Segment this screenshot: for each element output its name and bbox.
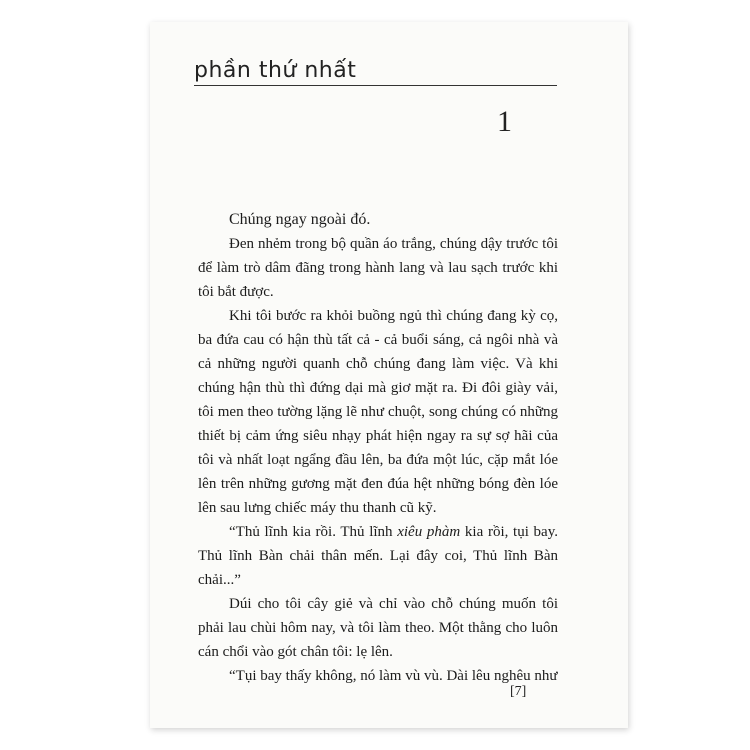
chapter-number: 1 — [497, 105, 512, 138]
quote-text: kia rồi, tụi bay. Thủ lĩnh Bàn chải thân mến. Lại đây coi, Thủ lĩnh Bàn chải...” — [198, 524, 558, 588]
paragraph: Đen nhẻm trong bộ quần áo trắng, chúng dậy trước tôi để làm trò dâm đãng trong hành lang và lau sạch trước khi tôi bắt được. — [198, 236, 558, 300]
paragraph: Chúng ngay ngoài đó. — [229, 211, 371, 228]
quote-paragraph — [198, 520, 558, 592]
paragraph: Khi tôi bước ra khỏi buồng ngủ thì chúng đang kỳ cọ, ba đứa cau có hận thù tất cả - cả buổi sáng, cả ngôi nhà và cả những người quanh chỗ chúng đang làm việc. Và khi chúng hận thù thì đứng dại mà giơ mặt ra. Đi đôi giày vải, tôi men theo tường lặng lẽ như chuột, song chúng có những thiết bị cảm ứng siêu nhạy phát hiện ngay ra sự sợ hãi của tôi và nhất loạt ngẩng đầu lên, ba đứa một lúc, cặp mắt lóe lên trên những gương mặt đen đúa hệt những bóng đèn lóe lên sau lưng chiếc máy thu thanh cũ kỹ. — [198, 308, 558, 516]
quote-text: “Thủ lĩnh kia rồi. Thủ lĩnh — [229, 524, 398, 540]
title-rule — [194, 85, 557, 86]
chapter-body — [198, 208, 558, 688]
paragraph: Dúi cho tôi cây giẻ và chỉ vào chỗ chúng muốn tôi phải lau chùi hôm nay, và tôi làm theo. Một thằng cho luôn cán chổi vào gót chân tôi: lẹ lên. — [198, 596, 558, 660]
part-title: phần thứ nhất — [194, 58, 357, 83]
paragraph: “Tụi bay thấy không, nó làm vù vù. Dài lêu nghêu như — [229, 668, 558, 684]
quote-italic: xiêu phàm — [397, 524, 461, 540]
page-number: [7] — [510, 684, 527, 699]
